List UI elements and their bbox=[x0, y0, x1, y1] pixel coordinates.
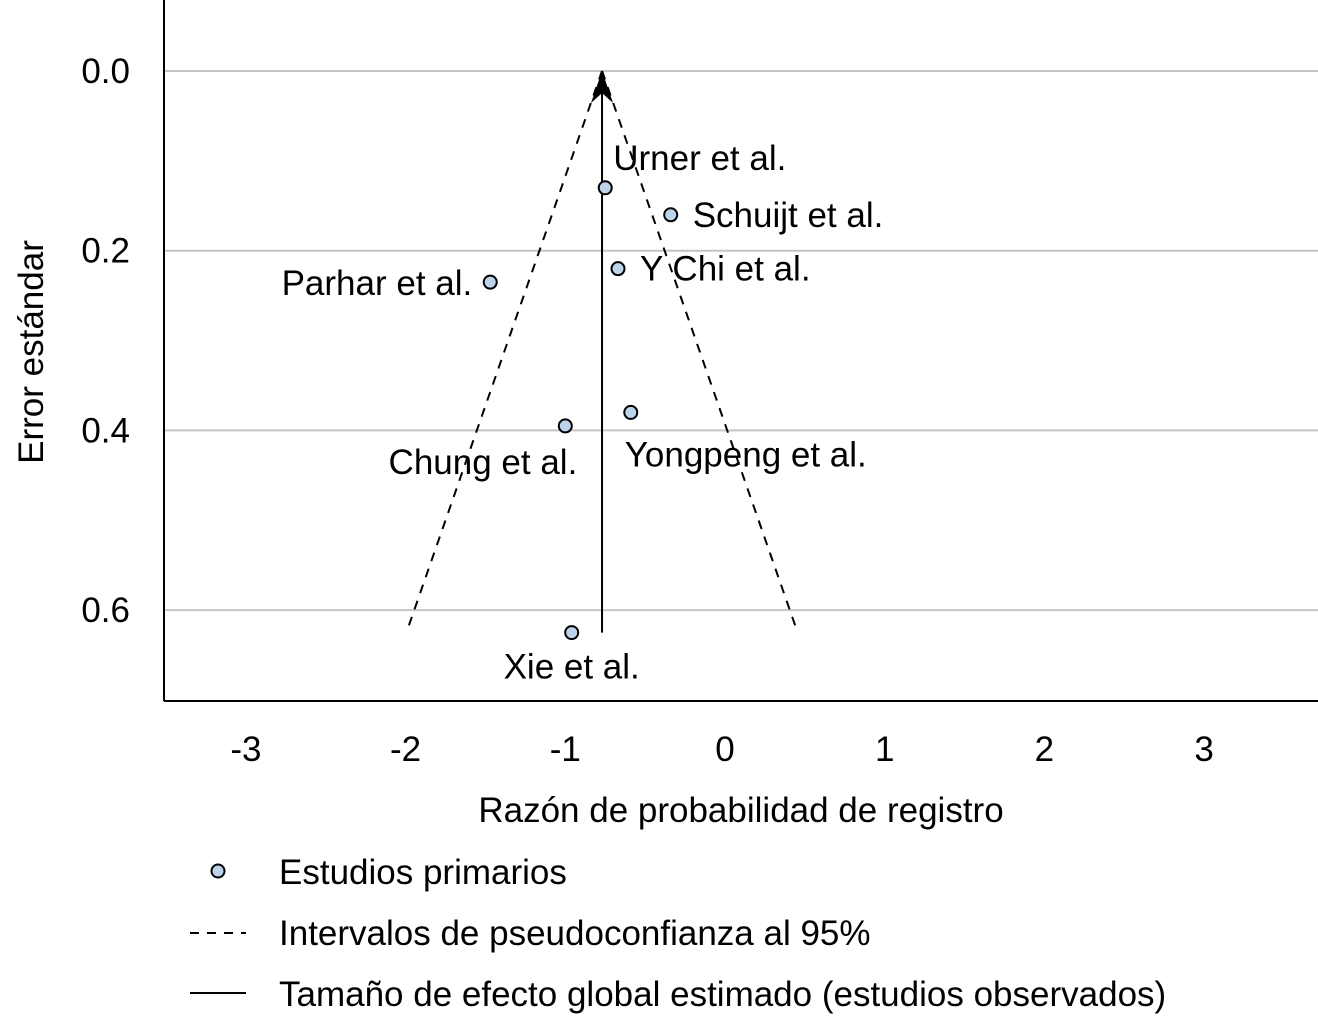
x-tick-label: -1 bbox=[549, 730, 581, 769]
study-label: Yongpeng et al. bbox=[624, 435, 867, 475]
y-tick-labels bbox=[81, 52, 130, 630]
axes bbox=[164, 0, 1318, 701]
study-point bbox=[624, 406, 637, 419]
study-label: Chung et al. bbox=[388, 442, 578, 482]
study-point bbox=[559, 419, 572, 432]
y-tick-label: 0.6 bbox=[81, 591, 130, 631]
study-labels bbox=[282, 139, 884, 687]
x-tick-label: 0 bbox=[715, 730, 735, 769]
x-tick-label: 1 bbox=[874, 730, 895, 769]
study-label: Parhar et al. bbox=[281, 264, 473, 304]
x-tick-label: 3 bbox=[1194, 730, 1214, 769]
legend-label-solid: Tamaño de efecto global estimado (estudios observados) bbox=[279, 975, 1167, 1014]
x-axis-title: Razón de probabilidad de registro bbox=[478, 791, 1004, 830]
x-tick-labels bbox=[230, 730, 1213, 769]
legend-label-dashed: Intervalos de pseudoconfianza al 95% bbox=[279, 914, 871, 953]
legend-point-marker bbox=[212, 865, 225, 878]
x-tick-label: -2 bbox=[390, 730, 422, 769]
x-tick-label: 2 bbox=[1034, 730, 1055, 769]
study-point bbox=[664, 208, 677, 221]
study-label: Schuijt et al. bbox=[692, 195, 884, 235]
study-point bbox=[484, 276, 497, 289]
pooled-effect-line bbox=[591, 71, 613, 633]
study-point bbox=[599, 181, 612, 194]
y-tick-label: 0.4 bbox=[81, 411, 130, 451]
y-tick-label: 0.0 bbox=[81, 52, 130, 91]
study-point bbox=[565, 626, 578, 639]
study-label: Y Chi et al. bbox=[640, 249, 811, 289]
study-label: Urner et al. bbox=[613, 138, 787, 178]
study-point bbox=[612, 262, 625, 275]
legend bbox=[190, 853, 1166, 1014]
study-label: Xie et al. bbox=[503, 647, 640, 687]
funnel-left-limit bbox=[406, 71, 602, 633]
y-axis-title: Error estándar bbox=[12, 240, 51, 464]
legend-label-points: Estudios primarios bbox=[279, 853, 567, 892]
y-tick-label: 0.2 bbox=[81, 231, 130, 271]
x-tick-label: -3 bbox=[230, 730, 262, 769]
